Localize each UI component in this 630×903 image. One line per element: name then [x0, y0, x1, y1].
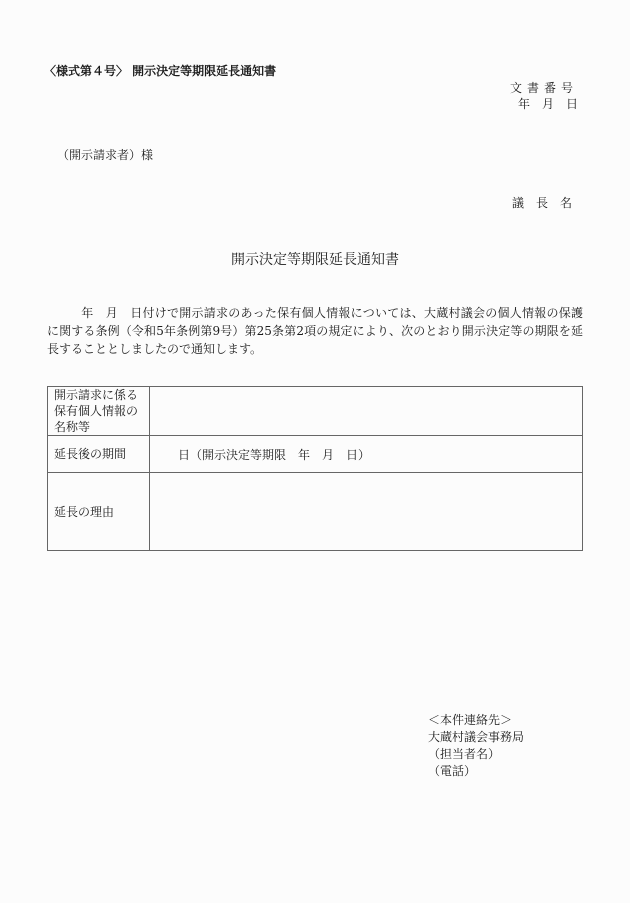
label-extension-reason: 延長の理由: [48, 473, 150, 551]
contact-block: [428, 712, 524, 780]
document-title: 開示決定等期限延長通知書: [231, 252, 399, 268]
body-paragraph: [47, 304, 583, 358]
info-table: [47, 386, 583, 551]
document-date-label: 年 月 日: [517, 97, 578, 111]
document-number-label: 文書番号: [509, 81, 578, 95]
contact-person: （担当者名）: [428, 747, 501, 761]
contact-phone: （電話）: [428, 764, 477, 778]
value-requested-info: [150, 387, 583, 436]
sender-name: 議 長 名: [511, 196, 572, 210]
label-extended-period: 延長後の期間: [48, 436, 150, 473]
form-number-label: 〈様式第４号〉 開示決定等期限延長通知書: [44, 64, 277, 78]
value-extended-period: 日（開示決定等期限 年 月 日）: [150, 436, 583, 473]
table-row-extended-period: [48, 436, 583, 473]
label-requested-info: 開示請求に係る保有個人情報の名称等: [48, 387, 150, 436]
value-extension-reason: [150, 473, 583, 551]
table-row-requested-info: [48, 387, 583, 436]
body-text: 年 月 日付けで開示請求のあった保有個人情報については、大蔵村議会の個人情報の保護に関する条例（令和5年条例第9号）第25条第2項の規定により、次のとおり開示決定等の期限を延長することとしましたので通知します。: [47, 306, 583, 356]
recipient-name: （開示請求者）様: [57, 148, 154, 162]
table-row-extension-reason: [48, 473, 583, 551]
contact-office: 大蔵村議会事務局: [428, 730, 525, 744]
contact-heading: ＜本件連絡先＞: [428, 713, 513, 727]
